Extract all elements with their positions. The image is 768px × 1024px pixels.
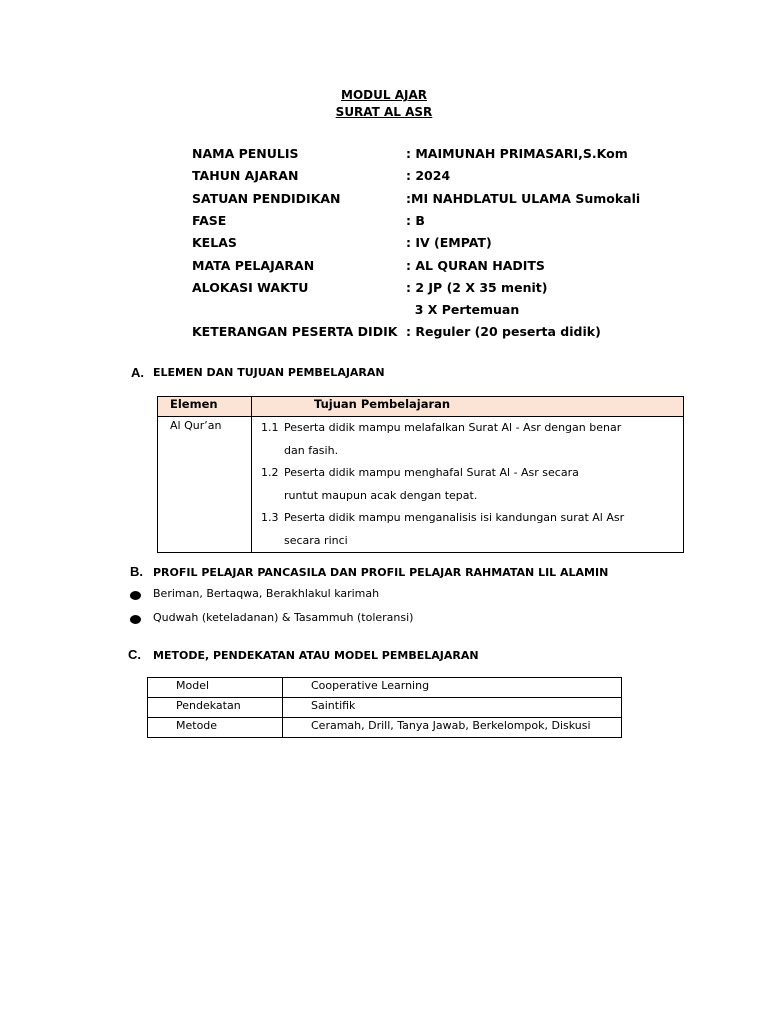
info-label-subject: MATA PELAJARAN [192,258,315,273]
section-a-letter: A. [131,365,144,380]
info-value-author: : MAIMUNAH PRIMASARI,S.Kom [406,146,628,161]
info-label-students: KETERANGAN PESERTA DIDIK [192,324,398,339]
info-label-author: NAMA PENULIS [192,146,299,161]
section-c-title: METODE, PENDEKATAN ATAU MODEL PEMBELAJARAN [153,649,479,662]
info-value-phase: : B [406,213,425,228]
table-row [148,698,622,718]
method-key: Metode [148,718,283,738]
goal-item: 1.1 Peserta didik mampu melafalkan Surat Al - Asr dengan benar dan fasih. [261,421,622,457]
method-table [147,677,622,738]
method-key: Model [148,678,283,698]
info-label-time: ALOKASI WAKTU [192,280,309,295]
info-label-school: SATUAN PENDIDIKAN [192,191,341,206]
info-value-subject: : AL QURAN HADITS [406,258,545,273]
table-row [148,678,622,698]
section-a-title: ELEMEN DAN TUJUAN PEMBELAJARAN [153,366,385,379]
info-value-school: :MI NAHDLATUL ULAMA Sumokali [406,191,641,206]
section-c-letter: C. [128,647,141,662]
info-label-year: TAHUN AJARAN [192,168,299,183]
method-value: Ceramah, Drill, Tanya Jawab, Berkelompok, Diskusi [283,718,622,738]
info-label-phase: FASE [192,213,227,228]
learning-objectives-table [157,396,684,553]
method-value: Saintifik [283,698,622,718]
document-title: MODUL AJAR [341,88,427,102]
goal-item: 1.2 Peserta didik mampu menghafal Surat Al - Asr secara runtut maupun acak dengan tepat. [261,466,579,502]
bullet-icon [130,591,141,600]
goals-cell [252,417,684,553]
info-value-students: : Reguler (20 peserta didik) [406,324,601,339]
info-label-class: KELAS [192,235,237,250]
section-b-letter: B. [130,564,143,579]
info-value-year: : 2024 [406,168,451,183]
profile-item: Qudwah (keteladanan) & Tasammuh (toleransi) [153,611,414,624]
document-subtitle: SURAT AL ASR [335,105,433,119]
info-value-time: : 2 JP (2 X 35 menit) [406,280,548,295]
method-value: Cooperative Learning [283,678,622,698]
info-value-meetings: 3 X Pertemuan [406,302,520,317]
bullet-icon [130,615,141,624]
header-tujuan: Tujuan Pembelajaran [252,397,684,417]
header-elemen: Elemen [158,397,252,417]
elemen-cell: Al Qur’an [158,417,252,553]
profile-item: Beriman, Bertaqwa, Berakhlakul karimah [153,587,380,600]
info-value-class: : IV (EMPAT) [406,235,492,250]
table-row [148,718,622,738]
section-b-title: PROFIL PELAJAR PANCASILA DAN PROFIL PELAJAR RAHMATAN LIL ALAMIN [153,566,609,579]
method-key: Pendekatan [148,698,283,718]
goal-item: 1.3 Peserta didik mampu menganalisis isi kandungan surat Al Asr secara rinci [261,511,625,547]
